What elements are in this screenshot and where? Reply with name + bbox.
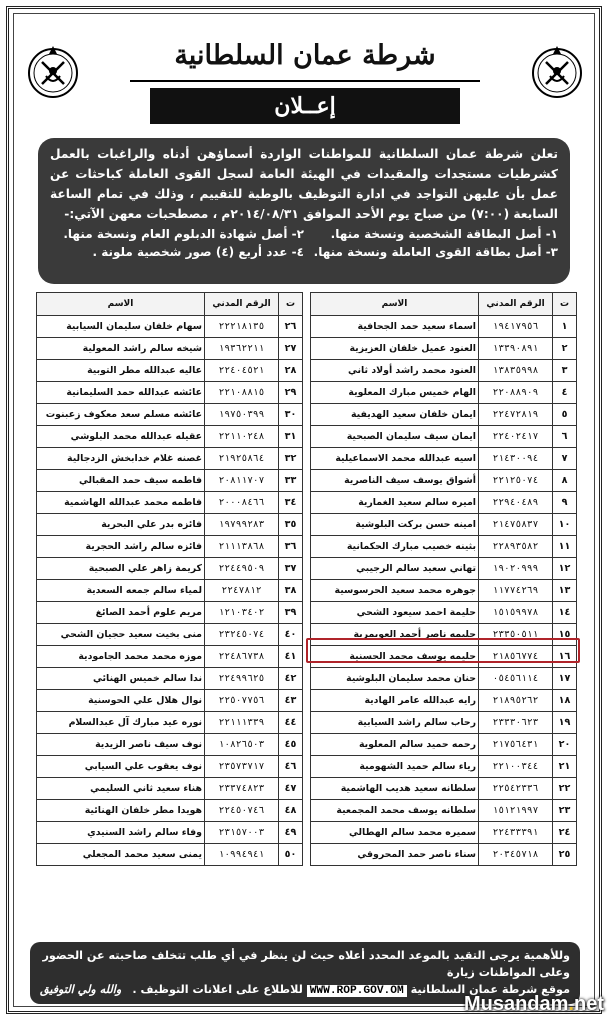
row-number: ٤٨ <box>279 800 303 822</box>
row-number: ٦ <box>553 426 577 448</box>
civil-number: ٢٢٤٩٩٦٢٥ <box>205 668 279 690</box>
person-name: فاطمه سيف حمد المقبالي <box>37 470 205 492</box>
table-row <box>311 756 577 778</box>
table-row <box>37 404 303 426</box>
table-row <box>311 778 577 800</box>
row-number: ٧ <box>553 448 577 470</box>
row-number: ١٩ <box>553 712 577 734</box>
row-number: ٢٣ <box>553 800 577 822</box>
person-name: رحمه حميد سالم المعلوية <box>311 734 479 756</box>
row-number: ١ <box>553 316 577 338</box>
civil-number: ٢٢٠٨٨٩٠٩ <box>479 382 553 404</box>
civil-number: ١٠٨٢٦٥٠٣ <box>205 734 279 756</box>
table-row <box>311 404 577 426</box>
person-name: سناء ناصر حمد المحروقي <box>311 844 479 866</box>
row-number: ٢٤ <box>553 822 577 844</box>
civil-number: ١٣٨٣٥٩٩٨ <box>479 360 553 382</box>
civil-number: ٢١٤٧٥٨٣٧ <box>479 514 553 536</box>
civil-number: ٢٢١٠٨٨١٥ <box>205 382 279 404</box>
table-row <box>37 624 303 646</box>
table-row <box>311 558 577 580</box>
person-name: عائشه عبدالله حمد السليمانية <box>37 382 205 404</box>
header-no: ت <box>553 293 577 316</box>
person-name: الهام خميس مبارك المعلوية <box>311 382 479 404</box>
row-number: ٣٩ <box>279 602 303 624</box>
civil-number: ١٠٩٩٤٩٤١ <box>205 844 279 866</box>
civil-number: ٢٢٤٨٦٧٣٨ <box>205 646 279 668</box>
requirement-item: ٢- أصل شهادة الدبلوم العام ونسخة منها. <box>63 227 304 241</box>
civil-number: ١٩٠٢٠٩٩٩ <box>479 558 553 580</box>
row-number: ١١ <box>553 536 577 558</box>
table-row <box>311 338 577 360</box>
civil-number: ٢٣٣٥٠٥١١ <box>479 624 553 646</box>
civil-number: ٢٣٣٧٤٨٢٣ <box>205 778 279 800</box>
civil-number: ٢٣٥٧٣٧١٧ <box>205 756 279 778</box>
row-number: ١٨ <box>553 690 577 712</box>
table-row <box>37 756 303 778</box>
person-name: فائزه سالم راشد الحجرية <box>37 536 205 558</box>
person-name: حليمه يوسف محمد الحسنية <box>311 646 479 668</box>
row-number: ٤٧ <box>279 778 303 800</box>
table-row <box>37 470 303 492</box>
row-number: ٣٤ <box>279 492 303 514</box>
table-row <box>37 536 303 558</box>
civil-number: ١٩٧٥٠٣٩٩ <box>205 404 279 426</box>
person-name: كريمة زاهر علي الصبحية <box>37 558 205 580</box>
table-row <box>311 448 577 470</box>
row-number: ١٣ <box>553 580 577 602</box>
row-number: ٤١ <box>279 646 303 668</box>
person-name: رايه عبدالله عامر الهادية <box>311 690 479 712</box>
table-row <box>37 382 303 404</box>
footer-prefix: موقع شرطة عمان السلطانية <box>410 983 570 996</box>
civil-number: ٢٢٤٧٢٨١٩ <box>479 404 553 426</box>
civil-number: ٢٠٣٤٥٧١٨ <box>479 844 553 866</box>
person-name: هويدا مطر خلفان الهنائية <box>37 800 205 822</box>
table-row <box>37 602 303 624</box>
table-row <box>37 712 303 734</box>
person-name: فائزه بدر علي البحرية <box>37 514 205 536</box>
header-civil-number: الرقم المدني <box>205 293 279 316</box>
civil-number: ١٩٣٦٢٢١١ <box>205 338 279 360</box>
person-name: العنود محمد راشد أولاد ثاني <box>311 360 479 382</box>
row-number: ١٥ <box>553 624 577 646</box>
civil-number: ٢٢٤٧٨١٢ <box>205 580 279 602</box>
table-header-row <box>37 293 303 316</box>
row-number: ٣٢ <box>279 448 303 470</box>
row-number: ٣٨ <box>279 580 303 602</box>
civil-number: ٢٣٢٤٥٠٧٤ <box>205 624 279 646</box>
row-number: ٢٦ <box>279 316 303 338</box>
civil-number: ١١٧٧٤٢٦٩ <box>479 580 553 602</box>
table-row <box>37 316 303 338</box>
watermark-main: Musandam <box>463 993 569 1015</box>
person-name: شيخه سالم راشد المعولية <box>37 338 205 360</box>
person-name: موزه محمد محمد الجامودية <box>37 646 205 668</box>
row-number: ١٤ <box>553 602 577 624</box>
person-name: تهاني سعيد سالم الرجيبي <box>311 558 479 580</box>
table-row <box>37 844 303 866</box>
row-number: ٥٠ <box>279 844 303 866</box>
table-row <box>311 800 577 822</box>
row-number: ٢٥ <box>553 844 577 866</box>
person-name: اميره سالم سعيد الغمارية <box>311 492 479 514</box>
footer-line-1: وللأهمية يرجى التقيد بالموعد المحدد أعلاه حيث لن ينظر في أي طلب تتخلف صاحبته عن الحضور وعلى المواطنات زيارة <box>42 949 570 979</box>
person-name: مريم علوم أحمد الصائغ <box>37 602 205 624</box>
person-name: هناء سعيد ثاني السليمي <box>37 778 205 800</box>
person-name: ندا سالم خميس الهنائي <box>37 668 205 690</box>
table-row <box>37 360 303 382</box>
civil-number: ٢١٩٢٥٨٦٤ <box>205 448 279 470</box>
civil-number: ٢٢٤٤٩٥٠٩ <box>205 558 279 580</box>
person-name: جوهره محمد سعيد الحرسوسية <box>311 580 479 602</box>
row-number: ٢٨ <box>279 360 303 382</box>
row-number: ٢٢ <box>553 778 577 800</box>
row-number: ٢٩ <box>279 382 303 404</box>
row-number: ٩ <box>553 492 577 514</box>
table-row <box>311 734 577 756</box>
person-name: نوف سيف ناصر الزيدية <box>37 734 205 756</box>
row-number: ١٦ <box>553 646 577 668</box>
table-row <box>311 844 577 866</box>
row-number: ٤٣ <box>279 690 303 712</box>
row-number: ٥ <box>553 404 577 426</box>
civil-number: ٢٢٤٠٢٤١٧ <box>479 426 553 448</box>
row-number: ٤٩ <box>279 822 303 844</box>
person-name: فاطمه محمد عبدالله الهاشمية <box>37 492 205 514</box>
civil-number: ٢٢٥٠٧٧٥٦ <box>205 690 279 712</box>
civil-number: ٢٣١٥٧٠٠٣ <box>205 822 279 844</box>
person-name: يمنى سعيد محمد المجعلي <box>37 844 205 866</box>
title-underline <box>130 80 480 82</box>
table-row <box>37 492 303 514</box>
table-row <box>37 558 303 580</box>
table-row <box>37 448 303 470</box>
row-number: ٤٠ <box>279 624 303 646</box>
table-row <box>37 690 303 712</box>
notice-body: تعلن شرطة عمان السلطانية للمواطنات الواردة أسماؤهن أدناه والراغبات بالعمل كشرطيات مستجدات والمقيدات في الهيئة العامة لسجل القوى العاملة كباحثات عن عمل بأن عليهن التواجد في ادارة التوظيف بالوطية للتقييم ، وذلك في تمام الساعة السابعة (٧:٠٠) من صباح يوم الأحد الموافق ٢٠١٤/٠٨/٣١م ، مصطحبات معهن الآتي:- <box>50 147 558 221</box>
row-number: ١٧ <box>553 668 577 690</box>
civil-number: ٢٢٨٩٣٥٨٢ <box>479 536 553 558</box>
row-number: ٢ <box>553 338 577 360</box>
table-row <box>311 426 577 448</box>
row-number: ١٠ <box>553 514 577 536</box>
person-name: سميره محمد سالم الهطالي <box>311 822 479 844</box>
person-name: حليمة احمد سيعود الشحي <box>311 602 479 624</box>
person-name: عاليه عبدالله مطر التوبية <box>37 360 205 382</box>
table-row <box>311 382 577 404</box>
row-number: ٣٥ <box>279 514 303 536</box>
table-row <box>37 646 303 668</box>
table-row <box>311 514 577 536</box>
row-number: ٣٠ <box>279 404 303 426</box>
row-number: ٤ <box>553 382 577 404</box>
person-name: غصنه غلام خدابخش الزدجالية <box>37 448 205 470</box>
person-name: حنان محمد سليمان البلوشية <box>311 668 479 690</box>
table-row <box>311 668 577 690</box>
civil-number: ٢١٨٥٦٧٧٤ <box>479 646 553 668</box>
person-name: ايمان خلفان سعيد الهديفية <box>311 404 479 426</box>
civil-number: ٢٣٣٣٠٦٢٣ <box>479 712 553 734</box>
civil-number: ٢٢٥٤٢٣٣٦ <box>479 778 553 800</box>
table-row <box>37 580 303 602</box>
person-name: حليمه ناصر أحمد العويمرية <box>311 624 479 646</box>
notice-box <box>38 138 570 284</box>
header-name: الاسم <box>311 293 479 316</box>
person-name: اسماء سعيد حمد الجحافية <box>311 316 479 338</box>
row-number: ٣٣ <box>279 470 303 492</box>
civil-number: ١٣٣٩٠٨٩١ <box>479 338 553 360</box>
header-civil-number: الرقم المدني <box>479 293 553 316</box>
civil-number: ٢٢٩٤٠٤٨٩ <box>479 492 553 514</box>
person-name: ايمان سيف سليمان الصبحية <box>311 426 479 448</box>
civil-number: ١٩٤١٧٩٥٦ <box>479 316 553 338</box>
table-row <box>311 602 577 624</box>
closing-signature: والله ولي التوفيق <box>40 982 122 996</box>
row-number: ٢٠ <box>553 734 577 756</box>
row-number: ٣١ <box>279 426 303 448</box>
site-watermark <box>464 993 604 1016</box>
person-name: منى بخيت سعيد حجيان الشحي <box>37 624 205 646</box>
row-number: ٣٦ <box>279 536 303 558</box>
table-row <box>37 668 303 690</box>
page-title: شرطة عمان السلطانية <box>174 40 436 71</box>
row-number: ٢٧ <box>279 338 303 360</box>
person-name: نوف يعقوب علي السيابي <box>37 756 205 778</box>
person-name: امينه حسن بركت البلوشية <box>311 514 479 536</box>
civil-number: ١٥١٢١٩٩٧ <box>479 800 553 822</box>
person-name: بثينه خصيب مبارك الحكمانية <box>311 536 479 558</box>
person-name: سلطانه سعيد هديب الهاشمية <box>311 778 479 800</box>
civil-number: ٢١٧٥٦٤٣١ <box>479 734 553 756</box>
row-number: ٤٥ <box>279 734 303 756</box>
table-row <box>37 338 303 360</box>
requirement-item: ٤- عدد أربع (٤) صور شخصية ملونة . <box>92 245 304 259</box>
row-number: ٣٧ <box>279 558 303 580</box>
civil-number: ٢١٨٩٥٢٦٢ <box>479 690 553 712</box>
person-name: عقيله عبدالله محمد البلوشي <box>37 426 205 448</box>
civil-number: ٠٥٤٥٦١١٤ <box>479 668 553 690</box>
person-name: العنود عميل خلفان العزيزية <box>311 338 479 360</box>
names-table-right <box>310 292 577 866</box>
civil-number: ٢٠٨١١٧٠٧ <box>205 470 279 492</box>
row-number: ٤٦ <box>279 756 303 778</box>
table-row <box>311 624 577 646</box>
watermark-tld: net <box>574 993 604 1015</box>
table-row <box>37 514 303 536</box>
civil-number: ١٢١٠٣٤٠٢ <box>205 602 279 624</box>
website-link[interactable]: WWW.ROP.GOV.OM <box>307 985 407 997</box>
row-number: ٨ <box>553 470 577 492</box>
watermark-dot: . <box>568 993 574 1015</box>
table-row <box>311 822 577 844</box>
table-row <box>311 580 577 602</box>
civil-number: ٢٢١٢٥٠٧٤ <box>479 470 553 492</box>
table-row <box>311 492 577 514</box>
row-number: ٣ <box>553 360 577 382</box>
person-name: نوال هلال علي الحوسنية <box>37 690 205 712</box>
table-row <box>311 360 577 382</box>
person-name: رياء سالم حميد الشهومية <box>311 756 479 778</box>
row-number: ١٢ <box>553 558 577 580</box>
table-row <box>37 800 303 822</box>
person-name: سهام خلفان سليمان السيابية <box>37 316 205 338</box>
person-name: عائشه مسلم سعد معكوف زعبنوت <box>37 404 205 426</box>
civil-number: ٢٠٠٠٨٤٦٦ <box>205 492 279 514</box>
table-row <box>37 822 303 844</box>
civil-number: ١٥١٥٩٩٧٨ <box>479 602 553 624</box>
table-row <box>37 734 303 756</box>
names-table-left <box>36 292 303 866</box>
civil-number: ٢٢٤٥٠٧٤٦ <box>205 800 279 822</box>
table-header-row <box>311 293 577 316</box>
table-row <box>311 712 577 734</box>
table-row <box>311 470 577 492</box>
table-row <box>311 316 577 338</box>
person-name: لمياء سالم جمعه السعدية <box>37 580 205 602</box>
civil-number: ٢١٤٣٠٠٩٤ <box>479 448 553 470</box>
row-number: ٤٤ <box>279 712 303 734</box>
person-name: أشواق يوسف سيف الناصرية <box>311 470 479 492</box>
table-row <box>311 646 577 668</box>
footer-suffix: للاطلاع على اعلانات التوظيف . <box>132 983 303 996</box>
announcement-banner: إعــلان <box>150 88 460 124</box>
requirement-item: ٣- أصل بطاقة القوى العاملة ونسخة منها. <box>313 245 558 259</box>
civil-number: ٢٢٢١٨١٣٥ <box>205 316 279 338</box>
person-name: اسيه عبدالله محمد الاسماعيلية <box>311 448 479 470</box>
civil-number: ٢٢١١٠٢٤٨ <box>205 426 279 448</box>
person-name: نوره عيد مبارك آل عبدالسلام <box>37 712 205 734</box>
person-name: وفاء سالم راشد السنيدي <box>37 822 205 844</box>
civil-number: ٢٢٤٠٤٥٢١ <box>205 360 279 382</box>
table-row <box>37 778 303 800</box>
header-name: الاسم <box>37 293 205 316</box>
table-row <box>311 690 577 712</box>
civil-number: ٢١١١٣٨٦٨ <box>205 536 279 558</box>
civil-number: ٢٢١١١٣٣٩ <box>205 712 279 734</box>
table-row <box>311 536 577 558</box>
civil-number: ٢٢١٠٠٣٤٤ <box>479 756 553 778</box>
row-number: ٤٢ <box>279 668 303 690</box>
person-name: رحاب سالم راشد السيابية <box>311 712 479 734</box>
header-no: ت <box>279 293 303 316</box>
row-number: ٢١ <box>553 756 577 778</box>
requirement-item: ١- أصل البطاقة الشخصية ونسخة منها. <box>330 227 558 241</box>
table-row <box>37 426 303 448</box>
civil-number: ٢٢٤٣٣٣٩١ <box>479 822 553 844</box>
requirements-list <box>50 225 558 261</box>
civil-number: ١٩٧٩٩٢٨٣ <box>205 514 279 536</box>
person-name: سلطانه يوسف محمد المجمعية <box>311 800 479 822</box>
